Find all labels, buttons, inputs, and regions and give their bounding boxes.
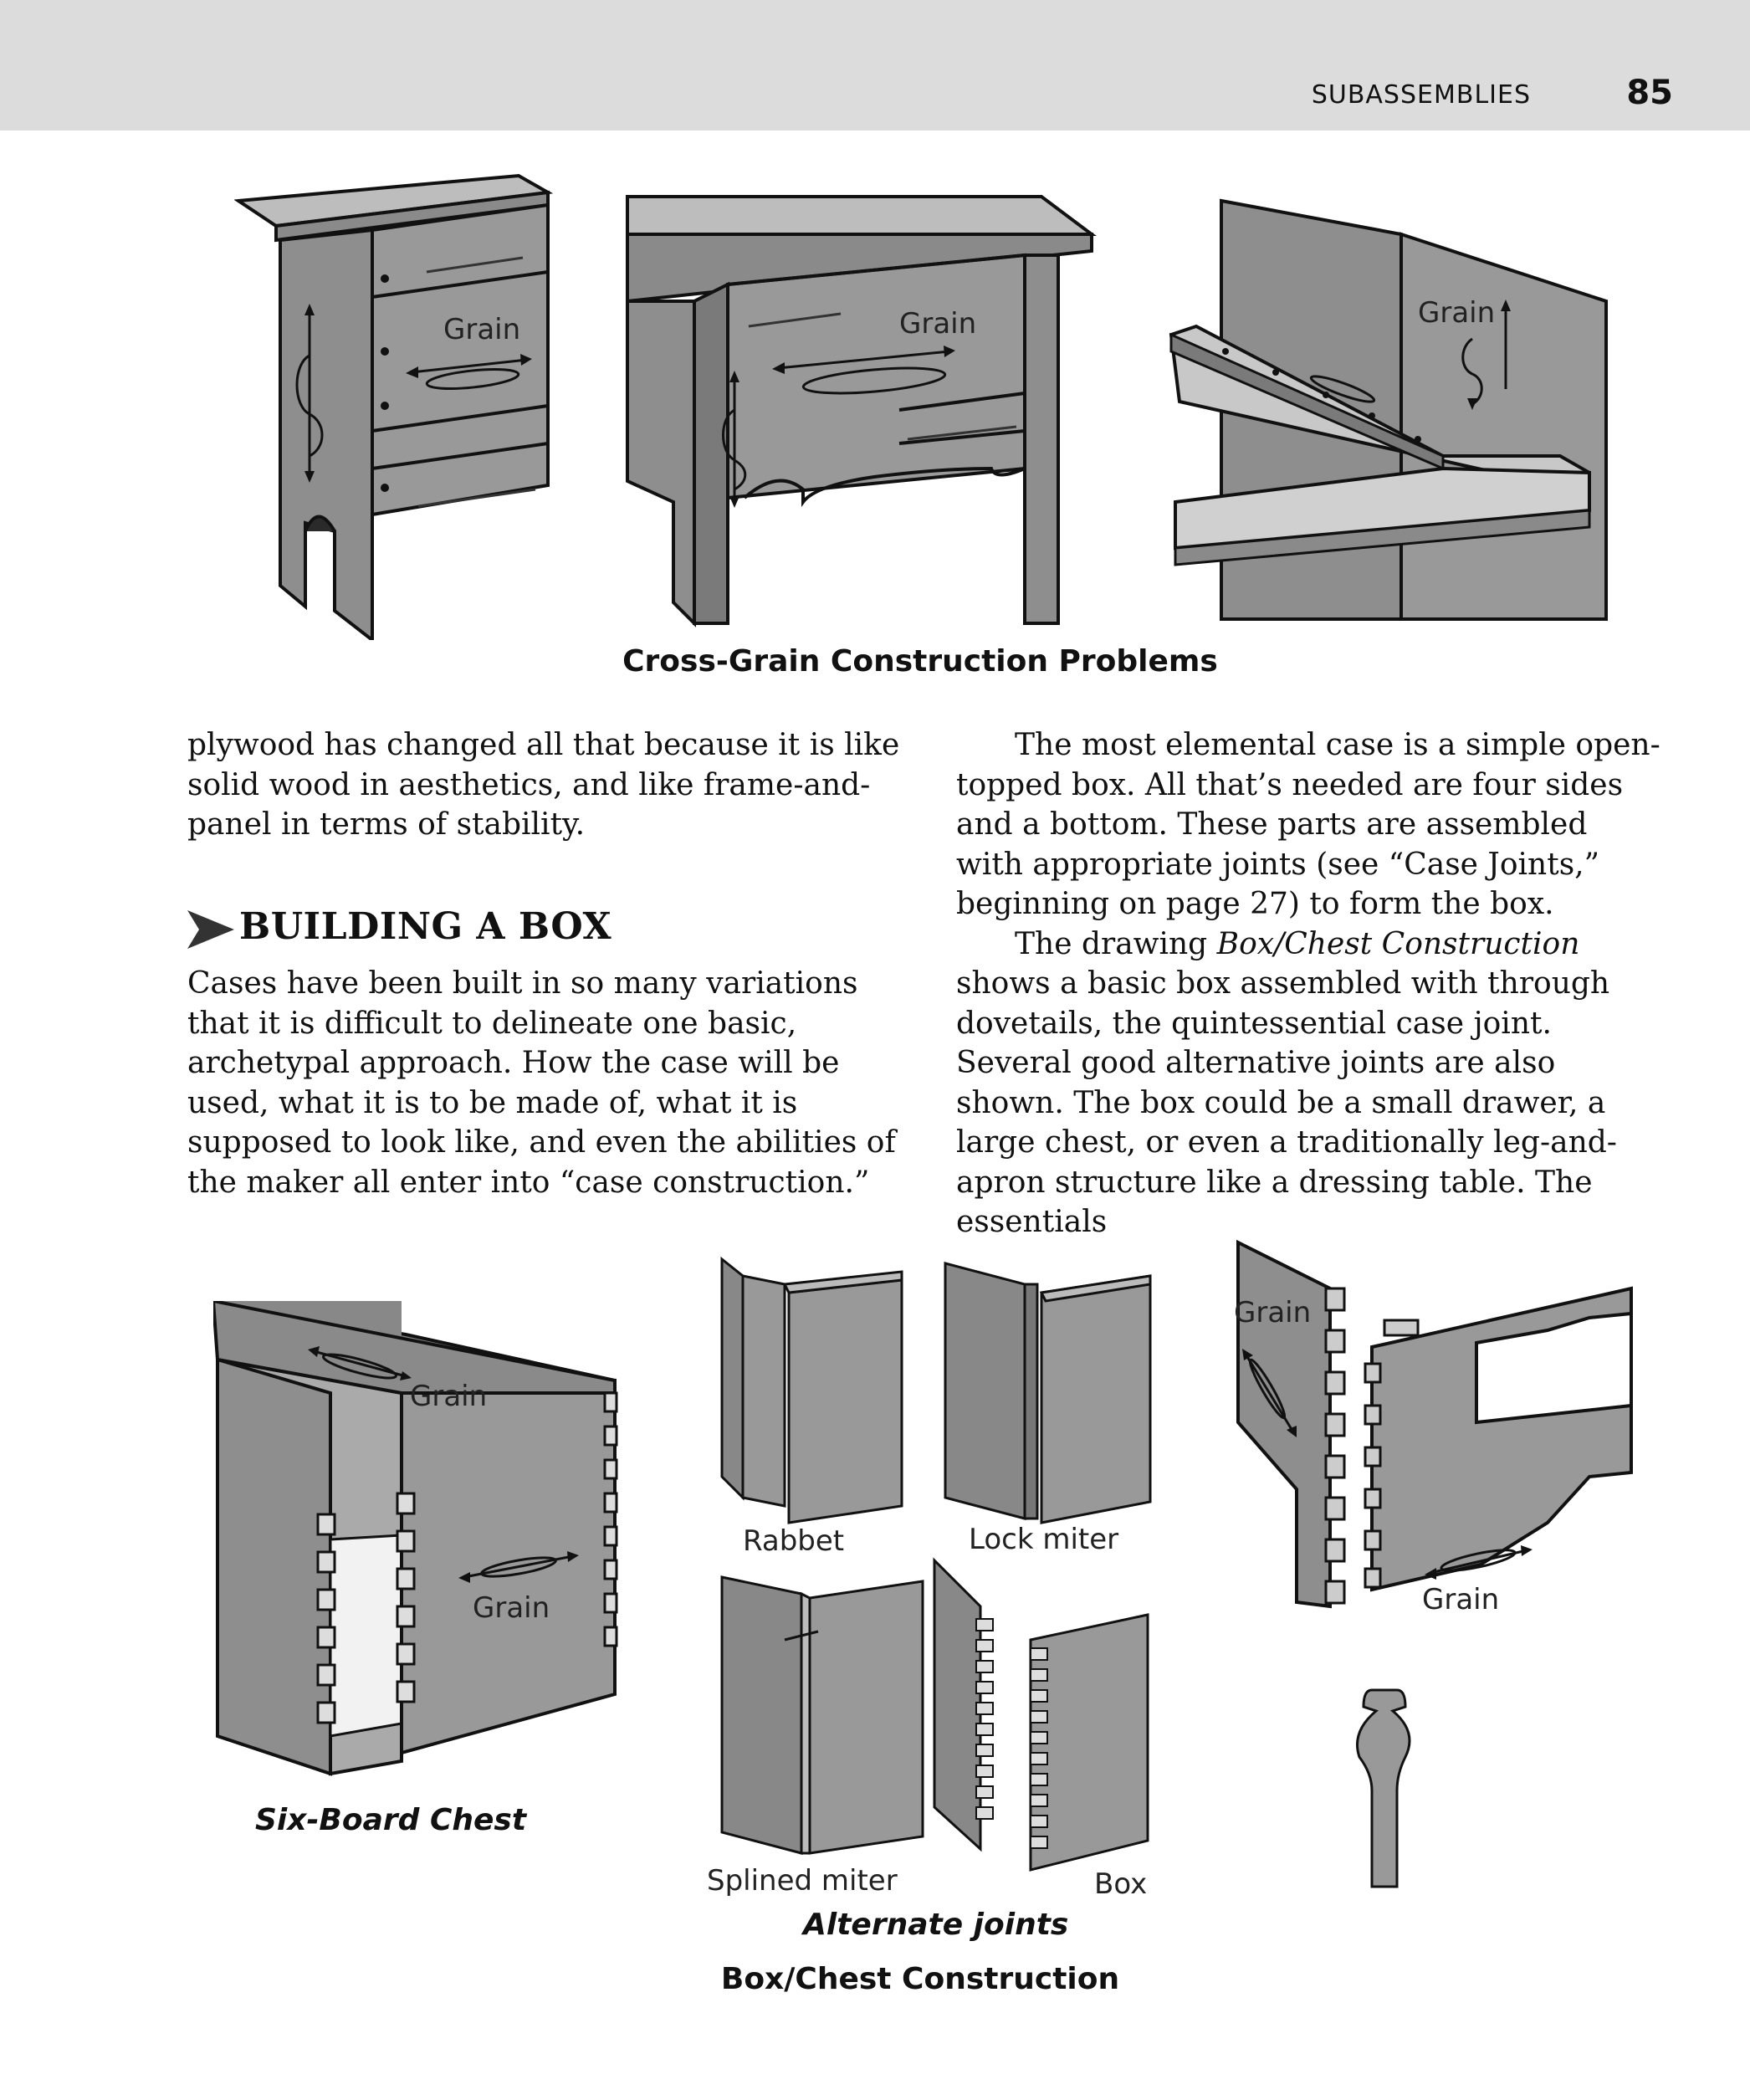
grain-label: Grain xyxy=(473,1591,550,1625)
joint-label-box: Box xyxy=(1094,1867,1148,1901)
paragraph: The drawing Box/Chest Construction shows a basic box assembled with through dovetails, the quintessential case joint. Several good alternative joints are also shown. The box could be a small drawer, a large chest, or even a traditionally leg-and-apron structure like a dressing table. The essentials xyxy=(956,926,1617,1239)
alternate-joints-caption: Alternate joints xyxy=(803,1908,1069,1942)
joint-lock-miter-illustration xyxy=(941,1259,1154,1527)
figure-bench-illustration xyxy=(234,172,569,640)
figure-six-board-chest xyxy=(213,1301,632,1795)
section-heading: BUILDING A BOX xyxy=(239,905,612,948)
left-column-top xyxy=(187,725,907,845)
figure-caption-box-chest: Box/Chest Construction xyxy=(720,1962,1120,1996)
joint-label-rabbet: Rabbet xyxy=(743,1524,845,1558)
grain-label: Grain xyxy=(899,307,977,341)
right-column xyxy=(956,725,1663,1242)
grain-label: Grain xyxy=(1422,1583,1500,1616)
joint-rabbet-illustration xyxy=(718,1255,910,1531)
grain-label: Grain xyxy=(410,1380,488,1413)
left-column-body xyxy=(187,964,907,1202)
joint-label-splined-miter: Splined miter xyxy=(707,1864,898,1898)
grain-label: Grain xyxy=(443,313,521,346)
page-header-band xyxy=(0,0,1750,131)
figure-caption-cross-grain: Cross-Grain Construction Problems xyxy=(622,644,1218,679)
heading-arrow-icon xyxy=(187,910,234,949)
figure-table-illustration xyxy=(623,192,1100,627)
joint-splined-miter-illustration xyxy=(718,1573,927,1857)
six-board-caption: Six-Board Chest xyxy=(255,1803,527,1837)
joint-box-illustration xyxy=(930,1556,1152,1874)
paragraph: Cases have been built in so many variations that it is difficult to delineate one basic, archetypal approach. How the case will be used, what it is to be made of, what it is supposed to look like, and even the abilities of the maker all enter into “case construction.” xyxy=(187,966,896,1200)
figure-case-side-illustration xyxy=(1167,197,1619,623)
page-number: 85 xyxy=(1626,74,1673,112)
paragraph: The most elemental case is a simple open-topped box. All that’s needed are four sides and a bottom. These parts are assembled with appropriate joints (see “Case Joints,” beginning on page 27) to form the box. xyxy=(956,728,1660,921)
paragraph: plywood has changed all that because it is like solid wood in aesthetics, and like frame-and-panel in terms of stability. xyxy=(187,728,900,842)
joint-label-lock-miter: Lock miter xyxy=(969,1523,1119,1556)
grain-label: Grain xyxy=(1234,1296,1312,1329)
figure-dresser-apron-illustration xyxy=(1230,1238,1640,1891)
running-head: SUBASSEMBLIES xyxy=(1311,80,1531,110)
grain-label: Grain xyxy=(1418,296,1496,330)
